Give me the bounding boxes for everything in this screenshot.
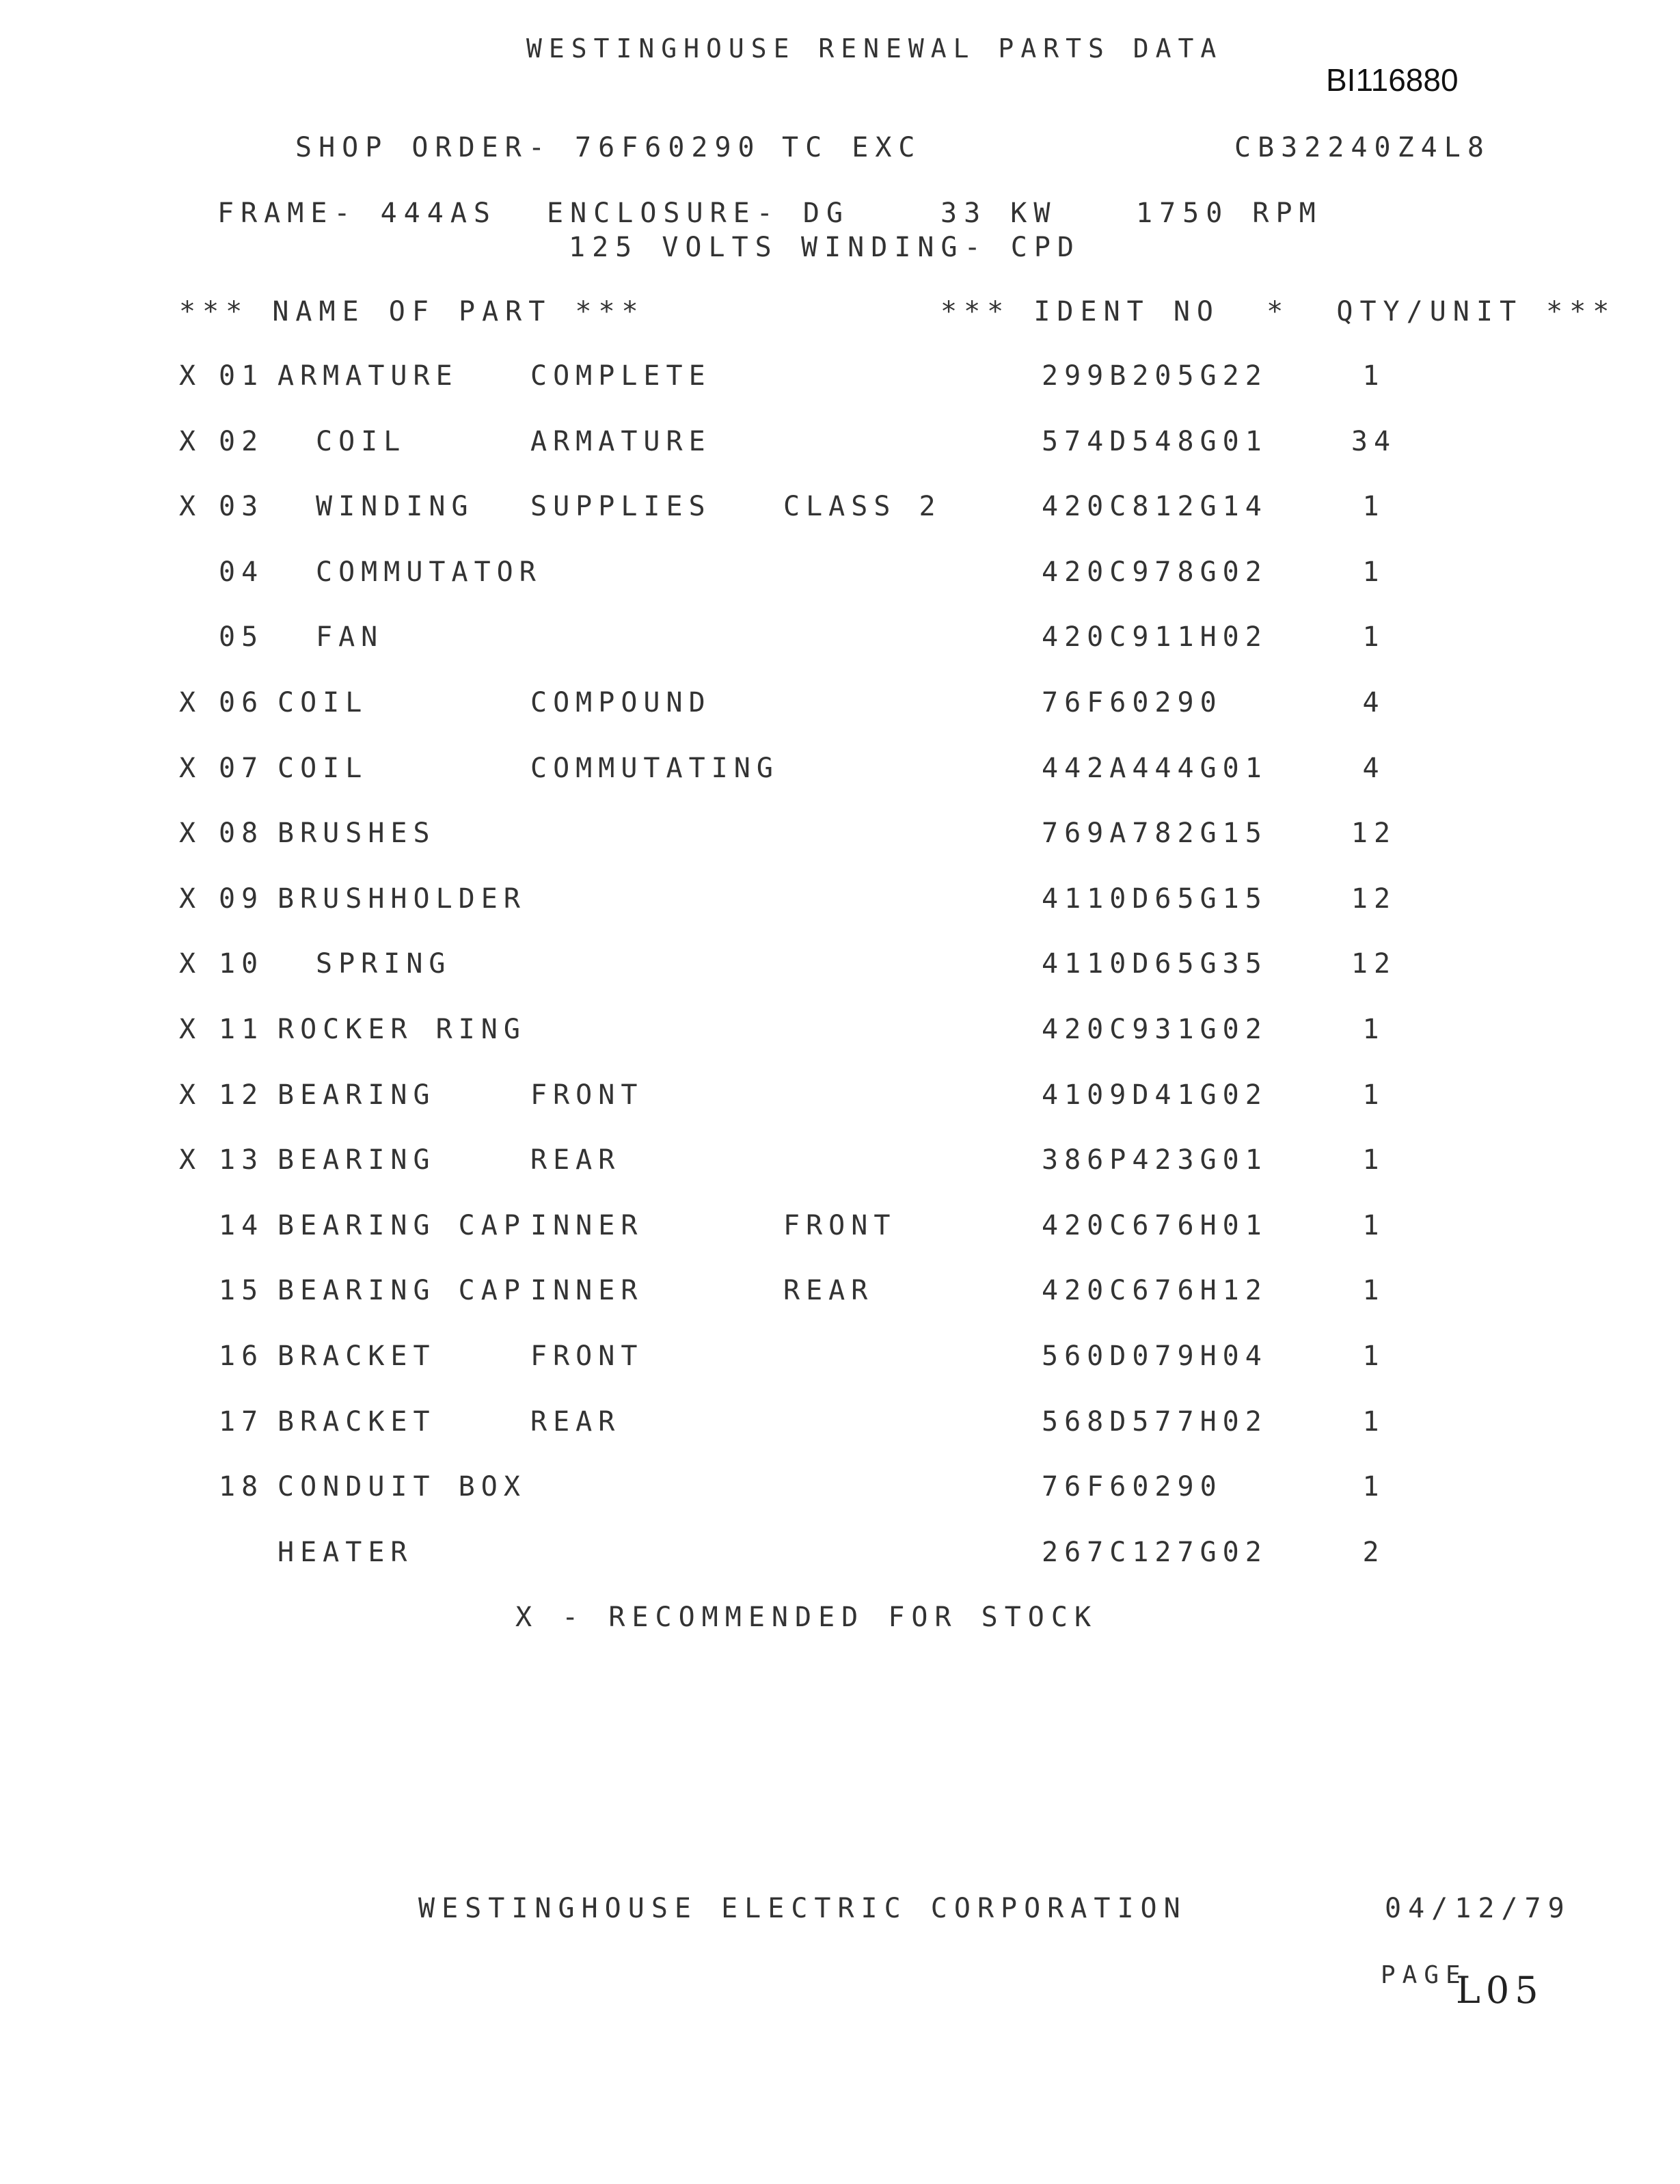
stock-mark: X xyxy=(179,1144,202,1176)
part-name: BRACKET xyxy=(277,1406,436,1438)
quantity: 1 xyxy=(1362,1340,1385,1372)
table-row xyxy=(0,362,1680,403)
quantity: 34 xyxy=(1351,426,1397,457)
ident-number: 574D548G01 xyxy=(1042,426,1268,457)
table-row xyxy=(0,1408,1680,1449)
stock-mark: X xyxy=(179,687,202,718)
quantity: 1 xyxy=(1362,621,1385,653)
ident-number: 386P423G01 xyxy=(1042,1144,1268,1176)
part-number: 10 xyxy=(219,948,265,980)
quantity: 1 xyxy=(1362,1471,1385,1502)
part-name: COIL xyxy=(277,753,368,784)
part-name: FAN xyxy=(316,621,384,653)
type-code: TC EXC xyxy=(782,132,922,163)
part-number: 14 xyxy=(219,1210,265,1241)
catalog-number: CB32240Z4L8 xyxy=(1234,132,1491,163)
table-row xyxy=(0,689,1680,730)
enclosure-spec: ENCLOSURE- DG xyxy=(547,198,850,229)
quantity: 2 xyxy=(1362,1537,1385,1568)
part-number: 17 xyxy=(219,1406,265,1438)
part-description: ARMATURE xyxy=(530,426,712,457)
part-name: CONDUIT BOX xyxy=(277,1471,526,1502)
quantity: 1 xyxy=(1362,556,1385,588)
table-row xyxy=(0,950,1680,991)
part-number: 07 xyxy=(219,753,265,784)
part-name: BEARING xyxy=(277,1079,436,1111)
part-number: 03 xyxy=(219,491,265,522)
part-description: REAR xyxy=(530,1406,621,1438)
stock-mark: X xyxy=(179,818,202,849)
stock-mark: X xyxy=(179,426,202,457)
part-name: ROCKER RING xyxy=(277,1014,526,1045)
volts-rating: 125 VOLTS xyxy=(569,232,778,263)
ident-number: 420C911H02 xyxy=(1042,621,1268,653)
table-row xyxy=(0,1340,1680,1384)
table-row xyxy=(0,428,1680,469)
ident-number: 442A444G01 xyxy=(1042,753,1268,784)
document-id: BI116880 xyxy=(1326,62,1459,98)
table-row xyxy=(0,1212,1680,1253)
table-row xyxy=(0,1473,1680,1514)
winding-spec: WINDING- CPD xyxy=(801,232,1081,263)
part-description: COMPOUND xyxy=(530,687,712,718)
table-row xyxy=(0,1277,1680,1318)
stock-mark: X xyxy=(179,753,202,784)
part-description-2: CLASS 2 xyxy=(783,491,942,522)
quantity: 12 xyxy=(1351,818,1397,849)
footnote: X - RECOMMENDED FOR STOCK xyxy=(515,1602,1098,1633)
part-description-2: REAR xyxy=(783,1275,874,1306)
stock-mark: X xyxy=(179,1014,202,1045)
stock-mark: X xyxy=(179,491,202,522)
ident-number: 568D577H02 xyxy=(1042,1406,1268,1438)
part-number: 09 xyxy=(219,883,265,915)
ident-number: 4110D65G35 xyxy=(1042,948,1268,980)
part-description: FRONT xyxy=(530,1079,644,1111)
quantity: 4 xyxy=(1362,753,1385,784)
ident-number: 420C931G02 xyxy=(1042,1014,1268,1045)
part-number: 05 xyxy=(219,621,265,653)
page-label: PAGE xyxy=(1381,1961,1467,1989)
part-description: INNER xyxy=(530,1210,644,1241)
part-description: INNER xyxy=(530,1275,644,1306)
ident-number: 267C127G02 xyxy=(1042,1537,1268,1568)
part-description: COMPLETE xyxy=(530,360,712,392)
ident-number: 420C676H01 xyxy=(1042,1210,1268,1241)
part-number: 02 xyxy=(219,426,265,457)
part-name: BEARING CAP xyxy=(277,1275,526,1306)
part-description: REAR xyxy=(530,1144,621,1176)
shop-order: SHOP ORDER- 76F60290 xyxy=(295,132,761,163)
quantity: 1 xyxy=(1362,1406,1385,1438)
stock-mark: X xyxy=(179,883,202,915)
part-number: 04 xyxy=(219,556,265,588)
part-name: ARMATURE xyxy=(277,360,459,392)
quantity: 1 xyxy=(1362,1275,1385,1306)
footer-date: 04/12/79 xyxy=(1385,1893,1571,1924)
part-number: 06 xyxy=(219,687,265,718)
part-name: COIL xyxy=(277,687,368,718)
ident-number: 560D079H04 xyxy=(1042,1340,1268,1372)
part-number: 12 xyxy=(219,1079,265,1111)
ident-number: 76F60290 xyxy=(1042,1471,1223,1502)
table-row xyxy=(0,623,1680,664)
part-name: BRUSHHOLDER xyxy=(277,883,526,915)
part-number: 11 xyxy=(219,1014,265,1045)
quantity: 1 xyxy=(1362,360,1385,392)
part-name: HEATER xyxy=(277,1537,414,1568)
part-description-2: FRONT xyxy=(783,1210,897,1241)
part-name: BRACKET xyxy=(277,1340,436,1372)
ident-number: 76F60290 xyxy=(1042,687,1223,718)
frame-spec: FRAME- 444AS xyxy=(217,198,497,229)
ident-number: 4109D41G02 xyxy=(1042,1079,1268,1111)
quantity: 1 xyxy=(1362,491,1385,522)
ident-number: 299B205G22 xyxy=(1042,360,1268,392)
quantity: 12 xyxy=(1351,948,1397,980)
table-row xyxy=(0,493,1680,534)
part-name: BRUSHES xyxy=(277,818,436,849)
table-row xyxy=(0,1016,1680,1057)
part-number: 13 xyxy=(219,1144,265,1176)
part-number: 16 xyxy=(219,1340,265,1372)
quantity: 4 xyxy=(1362,687,1385,718)
quantity: 1 xyxy=(1362,1014,1385,1045)
ident-number: 4110D65G15 xyxy=(1042,883,1268,915)
kw-rating: 33 KW xyxy=(940,198,1057,229)
quantity: 1 xyxy=(1362,1210,1385,1241)
column-header-ident-qty: *** IDENT NO * QTY/UNIT *** xyxy=(940,296,1616,327)
table-row xyxy=(0,1081,1680,1122)
table-row xyxy=(0,558,1680,599)
stock-mark: X xyxy=(179,948,202,980)
rpm-rating: 1750 RPM xyxy=(1136,198,1323,229)
ident-number: 769A782G15 xyxy=(1042,818,1268,849)
part-name: COMMUTATOR xyxy=(316,556,542,588)
part-description: COMMUTATING xyxy=(530,753,779,784)
quantity: 12 xyxy=(1351,883,1397,915)
footer-company: WESTINGHOUSE ELECTRIC CORPORATION xyxy=(418,1893,1187,1924)
ident-number: 420C978G02 xyxy=(1042,556,1268,588)
part-description: FRONT xyxy=(530,1340,644,1372)
quantity: 1 xyxy=(1362,1079,1385,1111)
column-header-name: *** NAME OF PART *** xyxy=(179,296,645,327)
stock-mark: X xyxy=(179,1079,202,1111)
quantity: 1 xyxy=(1362,1144,1385,1176)
table-row xyxy=(0,1539,1680,1580)
table-row xyxy=(0,1146,1680,1187)
part-number: 18 xyxy=(219,1471,265,1502)
part-description: SUPPLIES xyxy=(530,491,712,522)
part-number: 08 xyxy=(219,818,265,849)
ident-number: 420C676H12 xyxy=(1042,1275,1268,1306)
part-number: 15 xyxy=(219,1275,265,1306)
part-number: 01 xyxy=(219,360,265,392)
page-number: L05 xyxy=(1456,1969,1544,2012)
table-row xyxy=(0,755,1680,796)
part-name: BEARING xyxy=(277,1144,436,1176)
part-name: SPRING xyxy=(316,948,452,980)
table-row xyxy=(0,820,1680,861)
part-name: BEARING CAP xyxy=(277,1210,526,1241)
part-name: WINDING xyxy=(316,491,474,522)
stock-mark: X xyxy=(179,360,202,392)
table-row xyxy=(0,885,1680,926)
ident-number: 420C812G14 xyxy=(1042,491,1268,522)
document-title: WESTINGHOUSE RENEWAL PARTS DATA xyxy=(526,33,1223,64)
part-name: COIL xyxy=(316,426,407,457)
